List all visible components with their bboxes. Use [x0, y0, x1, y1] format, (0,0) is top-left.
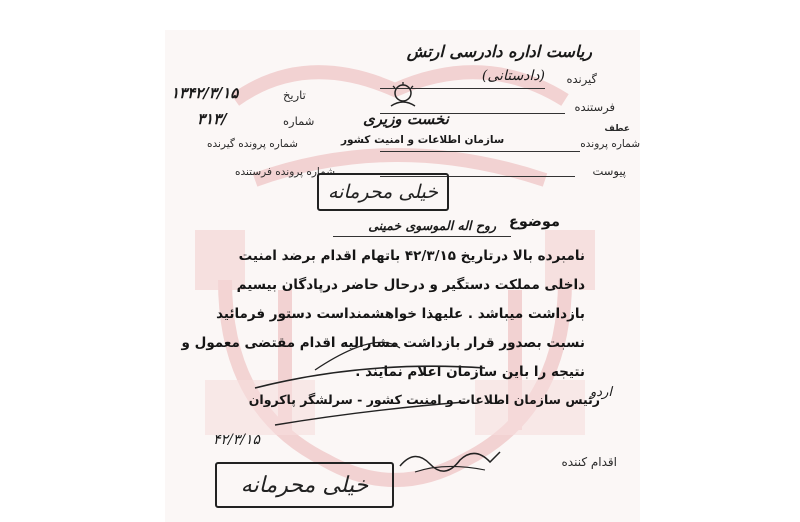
body-line-4: نسبت بصدور قرار بازداشت مشارالیه اقدام مقتضی معمول و	[181, 335, 585, 351]
date-value: ۱۳۴۲/۳/۱۵	[171, 84, 239, 102]
ref-number-label: شماره پرونده	[580, 138, 640, 150]
handwritten-date: ۴۲/۳/۱۵	[213, 432, 261, 448]
handwritten-signature	[395, 438, 505, 478]
body-line-2: داخلی مملکت دستگیر و درحال حاضر درپادگان بیسیم	[236, 277, 585, 293]
subject-value: روح اله الموسوی خمینی	[368, 218, 496, 233]
classification-stamp: خیلی محرمانه	[317, 173, 449, 211]
bottom-classification-stamp: خیلی محرمانه	[215, 462, 394, 508]
number-value: ۳۱۳/	[197, 110, 227, 128]
emblem-agency: سازمان اطلاعات و امنیت کشور	[341, 134, 505, 146]
receiver-value: (دادستانی)	[481, 68, 545, 84]
subject-label: موضوع	[508, 214, 560, 230]
emblem-ministry: نخست وزیری	[363, 110, 449, 128]
signature-line: رئیس سازمان اطلاعات و امنیت کشور - سرلشگر پاکروان	[248, 392, 600, 407]
body-line-1: نامبرده بالا درتاریخ ۴۲/۳/۱۵ باتهام اقدام برضد امنیت	[238, 248, 585, 264]
attachment-label: پیوست	[592, 164, 626, 178]
body-line-3: بازداشت میباشد . علیهذا خواهشمنداست دستور فرمائید	[216, 306, 585, 322]
document-page	[165, 30, 640, 522]
header-title: ریاست اداره دادرسی ارتش	[406, 42, 592, 61]
ref-number-mark: عطف	[604, 124, 630, 134]
receiver-file-label: شماره پرونده گیرنده	[207, 138, 298, 150]
sender-file-label: شماره پرونده فرستنده	[235, 166, 335, 178]
sender-label: فرستنده	[574, 100, 615, 114]
action-label: اقدام کننده	[561, 455, 617, 469]
number-label: شماره	[283, 114, 315, 128]
margin-note: اردو	[590, 385, 612, 400]
date-label: تاریخ	[283, 88, 306, 102]
body-line-5: نتیجه را باین سازمان اعلام نمایند .	[355, 364, 585, 380]
receiver-label: گیرنده	[566, 72, 597, 86]
